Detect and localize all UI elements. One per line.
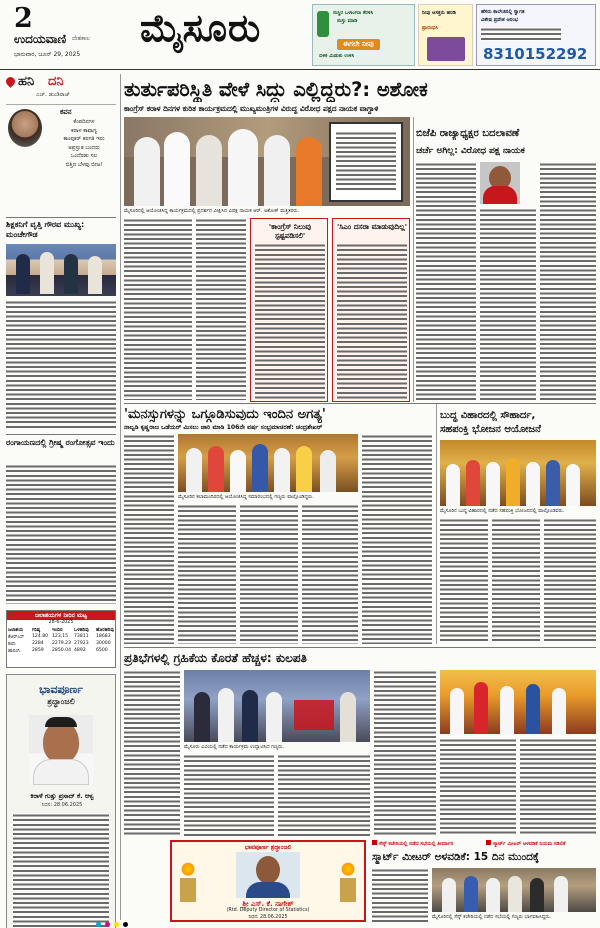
lower-body-2 (184, 754, 274, 836)
reservoir-cell: 30000 (96, 641, 111, 646)
center-body-3 (240, 504, 298, 644)
page-number: 2 (14, 3, 33, 34)
right-mid-caption: ಮೈಸೂರಿನ ಬುದ್ಧ ವಿಹಾರದಲ್ಲಿ ನಡೆದ ಸಹಪಂಕ್ತಿ ಭೋಜನದಲ್ಲಿ ಪಾಲ್ಗೊಂಡವರು. (440, 508, 565, 514)
poem-box (6, 104, 116, 216)
column-rule (413, 117, 414, 402)
lead-box-2 (332, 218, 410, 402)
poet-portrait (8, 109, 42, 147)
reservoir-cell: 4892 (74, 648, 86, 653)
divider (124, 647, 596, 648)
lead-body-col-1 (124, 218, 192, 400)
logo-prefix: ಹನಿ (18, 74, 35, 89)
bullet-icon (486, 840, 491, 845)
tribute-title: ಭಾವಪೂರ್ಣ (39, 683, 83, 696)
bullet-icon (372, 840, 377, 845)
ad-1-line1: ಸುಸ್ಥಿರ ಒಳಾಂಗಣ ಕೆರಳಿಸಿ (333, 10, 374, 16)
reservoir-cell: 27923 (74, 641, 89, 646)
logo-drop-icon (4, 75, 17, 88)
lower-caption: ಮೈಸೂರು ವಿವಿಯಲ್ಲಿ ನಡೆದ ಕಾರ್ಯಕ್ರಮ ಉದ್ಘಾಟಿಸಿದ ಗಣ್ಯರು. (184, 744, 284, 750)
tribute-portrait (29, 715, 93, 785)
poem-line: ಬಿತ್ತಿದ ಬೆಳವು ಬೀಜ! (65, 161, 103, 168)
masthead (0, 0, 600, 70)
reservoir-header-cell: ಜಲಾಶಯ (8, 628, 24, 633)
magenta-mark (105, 922, 110, 927)
bottom-kicker-1 (372, 840, 482, 847)
left-column (6, 74, 116, 922)
center-body-2 (178, 504, 236, 644)
center-body-1 (124, 434, 174, 644)
memorial-lamp-left-icon (180, 862, 196, 902)
column-rule (436, 404, 437, 644)
reservoir-cell: 6500 (96, 648, 108, 653)
tribute-date: ನಿಧನ: 28.06.2025 (41, 802, 83, 808)
right-top-body-3 (540, 162, 596, 400)
reservoir-header-cell: ಗರಿಷ್ಠ (32, 628, 41, 633)
reservoir-header-cell: ಇಂದಿನ (52, 628, 63, 633)
right-top-body-1 (416, 162, 476, 400)
column-rule (120, 74, 121, 920)
poem-line: ಅಪ್ರಸ್ತುತ ಬಂದರು (68, 144, 100, 151)
brand-sub: ದೇಶಕಾಲ (72, 35, 90, 42)
divider (6, 217, 116, 218)
memorial-name: ಶ್ರೀ ಎಸ್. ಕೆ. ನಾಗೇಶ್ (242, 900, 294, 908)
memorial-ad (170, 840, 366, 922)
reservoir-title: ಜಲಾಶಯಗಳ ನೀರಿನ ಮಟ್ಟ (7, 611, 115, 620)
right-top-body-2 (480, 208, 536, 400)
memorial-lamp-right-icon (340, 862, 356, 902)
ad-2-line2: ಪ್ರಾರಂಭಿಸಿ (422, 25, 439, 31)
lower-right-body-2 (520, 738, 596, 836)
lower-body-4 (374, 670, 436, 836)
right-mid-body-1 (440, 518, 488, 644)
bottom-kicker-2-text: ಸ್ಮಾರ್ಟ್ ಮೀಟರ್ ಅಳವಡಿಕೆ ನಿಯಮ ಸಡಿಲಿಕೆ (493, 841, 566, 847)
right-mid-body-2 (492, 518, 540, 644)
brand-name: ಉದಯವಾಣಿ (14, 32, 67, 46)
reservoir-cell: 2284 (32, 641, 44, 646)
ad-3-line1: ಹೆಸರು ಕಾಲೇಜಿನಲ್ಲಿ ಸ್ವಾಗತ (481, 9, 525, 15)
poem-line: ಕರಾಳ ಕಾವಾಗ್ಯ (71, 127, 97, 134)
tribute-body (13, 813, 109, 928)
lead-box-2-title: 'ಸಿಎಂ ದಸರಾ ಮಾಡುವುದಿಲ್ಲ' (337, 222, 407, 231)
ad-1-line2: ಸುಸ್ತು ಮಾಡಿ (337, 18, 358, 24)
ad-1-tag: ಈಗಲೇ ನೀವು (337, 39, 380, 50)
ad-3-text (481, 27, 561, 41)
lower-body-3 (278, 754, 370, 836)
memorial-dates: ನಿಧನ: 28.06.2025 (248, 915, 288, 920)
ad-3-line2: ವಿಶೇಷ ಪ್ರವೇಶ ಆರಂಭ (481, 17, 519, 23)
ad-banner-3 (476, 4, 596, 66)
reservoir-cell: 73811 (74, 634, 89, 639)
right-mid-headline-2: ಸಹಪಂಕ್ತಿ ಭೋಜನ ಆಯೋಜನೆ (440, 424, 541, 435)
bottom-body-1 (372, 868, 428, 922)
ad-3-phone: 8310152292 (483, 45, 588, 63)
poem-lines (52, 118, 116, 169)
date-line: ಭಾನುವಾರ, ಜೂನ್ 29, 2025 (14, 51, 81, 58)
lower-right-photo (440, 670, 596, 734)
center-headline: 'ಮನಸ್ಸುಗಳನ್ನು ಒಗ್ಗೂಡಿಸುವುದು ಇಂದಿನ ಅಗತ್ಯ' (124, 407, 326, 422)
lead-body-col-2 (196, 218, 246, 400)
lower-right-body-1 (440, 738, 516, 836)
ad-2-shape (427, 37, 465, 61)
reservoir-cell: 2859 (32, 648, 44, 653)
reservoir-cell: 123.15 (52, 634, 69, 639)
lead-subhead: ಕಾಂಗ್ರೆಸ್ ಕರಾಳ ದಿನಗಳ ಕುರಿತ ಕಾರ್ಯಕ್ರಮದಲ್ಲಿ ಮುಖ್ಯಮಂತ್ರಿಗಳ ವಿರುದ್ಧ ವಿರೋಧ ಪಕ್ಷದ ನಾಯಕ ವಾಗ್ದಾಳಿ (124, 104, 379, 113)
yellow-mark (114, 922, 119, 927)
poem-title: ಕವನ (60, 108, 72, 116)
story-1-body (6, 300, 116, 430)
memorial-top-line: ಭಾವಪೂರ್ಣ ಶ್ರದ್ಧಾಂಜಲಿ (244, 844, 292, 851)
poem-line: ಕಾಂಪೂರ್ ತರಗತಿ ಇರು (63, 136, 105, 142)
reservoir-header-cell: ಒಳಹರಿವು (74, 628, 89, 633)
logo-suffix: ದನಿ (48, 74, 64, 89)
divider (124, 403, 596, 404)
lead-photo (124, 117, 410, 206)
story-1-headline: ಶಿಕ್ಷಕನಿಗೆ ವೃತ್ತಿ ಗೌರವ ಮುಖ್ಯ: ಮಂಚೇಗೌಡ (6, 220, 85, 239)
story-2-body (6, 464, 116, 604)
reservoir-cell: 2850.04 (52, 648, 71, 653)
center-body-4 (302, 504, 358, 644)
poem-line: ಒಂದೆರಡು ಸಲ (70, 153, 98, 159)
lead-headline: ತುರ್ತುಪರಿಸ್ಥಿತಿ ವೇಳೆ ಸಿದ್ದು ಎಲ್ಲಿದ್ದರು?: ಅಶೋಕ (124, 78, 428, 101)
center-caption: ಮೈಸೂರಿನ ಕಲಾಮಂದಿರದಲ್ಲಿ ಆಯೋಜಿಸಿದ್ದ ಸಮಾರಂಭದಲ್ಲಿ ಗಣ್ಯರು ಪಾಲ್ಗೊಂಡಿದ್ದರು. (178, 494, 314, 500)
lead-box-1 (250, 218, 328, 402)
right-top-headline-2: ಚರ್ಚೆ ಅಗಿಲ್ಲ: ವಿರೋಧ ಪಕ್ಷ ನಾಯಕ (416, 146, 525, 156)
tribute-box (6, 674, 116, 928)
center-body-5 (362, 434, 432, 644)
reservoir-grid (7, 626, 115, 655)
bottom-caption: ಮೈಸೂರಿನಲ್ಲಿ ಸೆಸ್ಕ್ ಕಚೇರಿಯಲ್ಲಿ ನಡೆದ ಸಭೆಯಲ್ಲಿ ಗಣ್ಯರು ಭಾಗವಹಿಸಿದ್ದರು. (432, 914, 552, 920)
reservoir-cell: ಹಾರಂಗಿ (8, 649, 20, 654)
reservoir-header-cell: ಹೊರಹರಿವು (96, 628, 115, 633)
lower-photo (184, 670, 370, 742)
hani-dani-logo (6, 74, 116, 90)
lead-box-1-title: 'ಕಾಂಗ್ರೆಸ್ ನಿಲುವು ಸ್ಪಷ್ಟಪಡಿಸಲಿ' (268, 222, 312, 240)
bottom-photo (432, 868, 596, 912)
reservoir-date: 28-6-2025 (48, 620, 74, 625)
cyan-mark (96, 922, 101, 927)
black-mark (123, 922, 128, 927)
poem-line: ಕೆಂಪದಿನಗಳ (73, 119, 95, 125)
reservoir-cell: 2279.23 (52, 641, 71, 646)
bottom-kicker-2 (486, 840, 596, 847)
right-mid-headline-1: ಬುದ್ಧ ವಿಹಾರದಲ್ಲಿ ಸೌಹಾರ್ದ, (440, 410, 536, 421)
reservoir-table (6, 610, 116, 668)
story-2-headline: ರಂಗಾಯಣದಲ್ಲಿ ಗ್ರೀಷ್ಮ ರಂಗೋತ್ಸವ ಇಂದು (6, 438, 115, 447)
tribute-sub: ಶ್ರದ್ಧಾಂಜಲಿ (47, 697, 75, 706)
center-photo (178, 434, 358, 492)
story-1-photo (6, 244, 116, 296)
lower-body-1 (124, 670, 180, 836)
center-subhead: ನಾಲ್ವಡಿ ಕೃಷ್ಣರಾಜ ಒಡೆಯರ್ ಮಿಸಲು ಜಾರಿ ಮಾಡಿ 106ನೇ ವರ್ಷ ಸಂಭ್ರಮಾಚರಣೆ: ಚಂದ್ರಶೇಖರ್ (124, 424, 323, 431)
ad-banner-1 (312, 4, 415, 66)
section-title: ಮೈಸೂರು (140, 6, 262, 50)
lead-photo-caption: ಮೈಸೂರಿನಲ್ಲಿ ಆಯೋಜಿಸಿದ್ದ ಕಾರ್ಯಕ್ರಮದಲ್ಲಿ ಪ್ರದರ್ಶನ ವೀಕ್ಷಿಸಿದ ವಿಪಕ್ಷ ನಾಯಕ ಆರ್. ಅಶೋಕ್ ಮತ್ತಿತರರು. (124, 208, 300, 214)
memorial-portrait (236, 852, 300, 898)
right-top-portrait (480, 162, 520, 204)
reservoir-cell: 18683 (96, 634, 111, 639)
right-top-headline-1: ಬಿಜೆಪಿ ರಾಜ್ಯಾಧ್ಯಕ್ಷರ ಬದಲಾವಣೆ (416, 128, 520, 139)
right-mid-body-3 (544, 518, 596, 644)
divider (6, 434, 116, 435)
ad-phone-icon (317, 11, 329, 37)
ad-banner-2 (418, 4, 473, 66)
memorial-subtitle: (Rtd. Deputy Director of Statistics) (226, 908, 310, 913)
column-author: ಎಚ್. ಡುಂಡಿರಾಜ್ (36, 92, 71, 98)
ad-1-line3: ಬಿಳಿಕ ಮಿಡುಕು ಉಳಿಸಿ (319, 53, 355, 59)
bottom-kicker-1-text: ಸೆಸ್ಕ್ ಕಚೇರಿಯಲ್ಲಿ ನಡೆದ ಸಭೆಯಲ್ಲಿ ತೀರ್ಮಾನ (379, 841, 454, 847)
print-register-marks (96, 922, 256, 927)
lower-headline: ಪ್ರತಿಭೆಗಳಲ್ಲಿ ಗ್ರಹಿಕೆಯ ಕೊರತೆ ಹೆಚ್ಚಳ: ಕುಲಪತಿ (124, 651, 307, 665)
reservoir-cell: ಕಬಿನಿ (8, 642, 16, 647)
bottom-headline: ಸ್ಮಾರ್ಟ್ ಮೀಟರ್ ಅಳವಡಿಕೆ: 15 ದಿನ ಮುಂದಕ್ಕೆ (372, 851, 540, 863)
tribute-name: ಕಿರಾಳೆ ಗುತ್ತು ಪ್ರಸಾದ್ ಕೆ. ಆಳ್ವ (30, 792, 94, 800)
right-mid-photo (440, 440, 596, 506)
reservoir-cell: ಕೆಆರ್‌ಎಸ್ (8, 635, 25, 640)
reservoir-cell: 124.80 (32, 634, 49, 639)
ad-2-line1: ನೀವು ಆಸಕ್ತರು ಹರಡಿ (422, 10, 456, 16)
